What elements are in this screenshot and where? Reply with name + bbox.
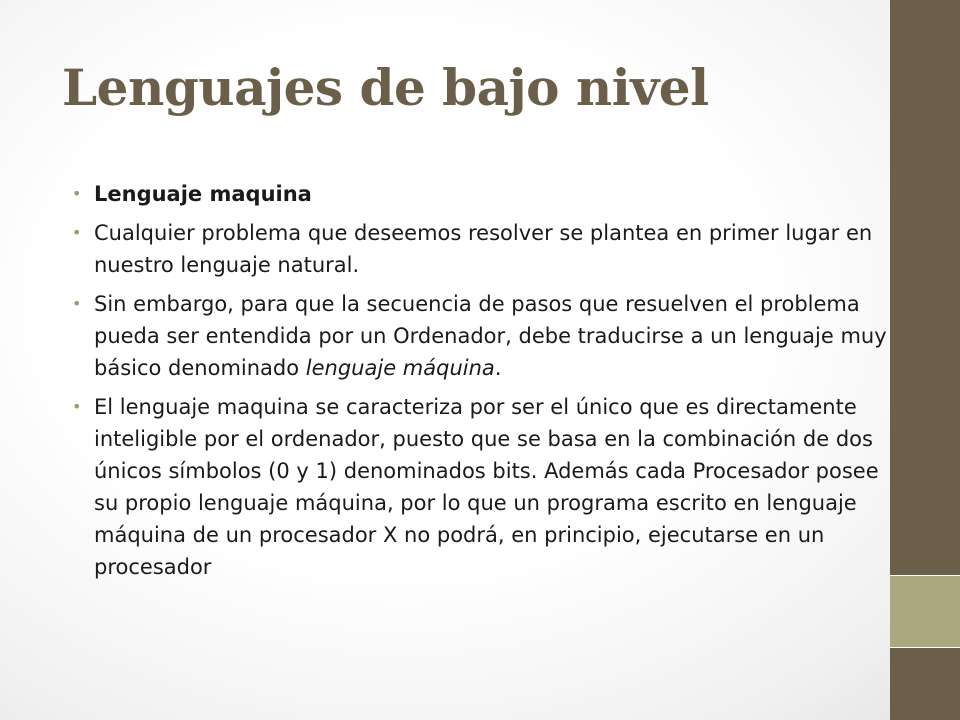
side-band-bottom — [890, 648, 960, 720]
bullet-icon: • — [72, 223, 82, 242]
bullet-item — [72, 288, 898, 384]
bullet-text: Sin embargo, para que la secuencia de pasos que resuelven el problema pueda ser entendida por un Ordenador, debe traducirse a un lenguaje muy básico denominado — [94, 292, 887, 380]
bullet-text: El lenguaje maquina se caracteriza por ser el único que es directamente inteligible por el ordenador, puesto que se basa en la combinación de dos únicos símbolos (0 y 1) denominados bits. Además cada Procesador posee su propio lenguaje máquina, por lo que un programa escrito en lenguaje máquina de un procesador X no podrá, en principio, ejecutarse en un procesador — [94, 395, 879, 579]
side-band-middle — [890, 576, 960, 648]
bullet-item — [72, 391, 898, 583]
bullet-text-container — [94, 288, 898, 384]
bullet-text-end: . — [494, 356, 502, 380]
bullet-item — [72, 217, 898, 281]
bullet-list — [72, 178, 898, 590]
bullet-icon: • — [72, 294, 82, 313]
slide-title: Lenguajes de bajo nivel — [62, 58, 709, 117]
bullet-text: Lenguaje maquina — [94, 182, 312, 206]
bullet-emphasis: lenguaje máquina — [305, 356, 495, 380]
side-band-top — [890, 0, 960, 576]
bullet-icon: • — [72, 184, 82, 203]
bullet-text: Cualquier problema que deseemos resolver se plantea en primer lugar en nuestro lenguaje natural. — [94, 221, 873, 277]
bullet-icon: • — [72, 397, 82, 416]
bullet-item — [72, 178, 898, 210]
